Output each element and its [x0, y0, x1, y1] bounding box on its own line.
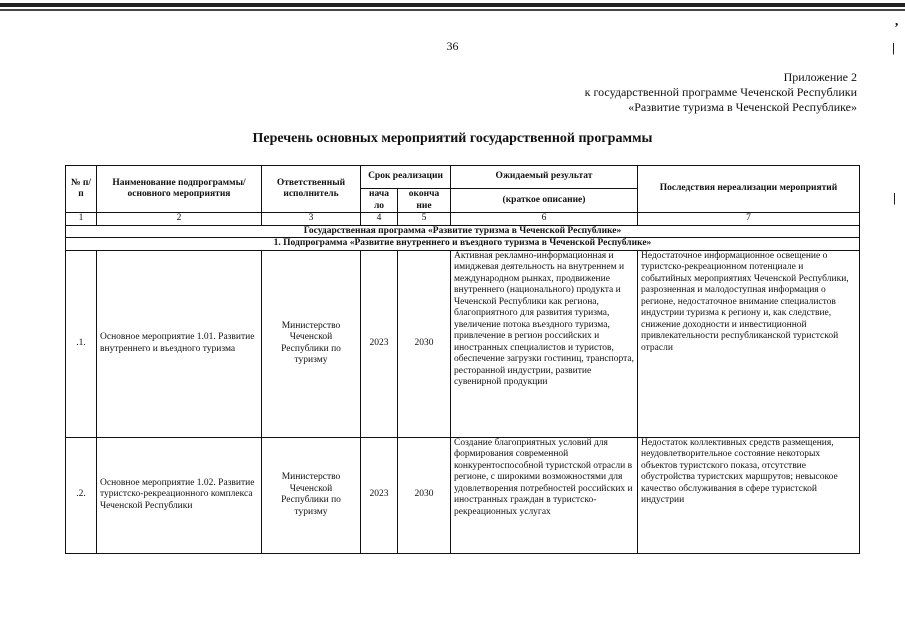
- appendix-line: «Развитие туризма в Чеченской Республике»: [628, 100, 857, 114]
- row-start: 2023: [361, 437, 398, 553]
- scan-edge-mark: |: [892, 40, 895, 55]
- header-end: оконча ние: [398, 189, 451, 213]
- subprogram-title: 1. Подпрограмма «Развитие внутреннего и въездного туризма в Чеченской Республике»: [66, 238, 860, 251]
- row-result: Активная рекламно-информационная и имиджевая деятельность на внутреннем и международном рынках, продвижение внутреннего (национального) продукта и Чеченской Республики как региона, благоприятного для развития туризма, увеличение потока въездного туризма, привлечение в регион российских и иностранных специалистов и туристов, обеспечение загрузки гостиниц, транспорта, ресторанной индустрии, развитие сувенирной продукции: [451, 250, 638, 437]
- column-number: 5: [398, 213, 451, 226]
- header-row: [66, 166, 860, 189]
- scan-edge-mark: |: [893, 190, 896, 205]
- table-row: [66, 437, 860, 553]
- document-title: Перечень основных мероприятий государственной программы: [252, 131, 653, 146]
- header-consequences: Последствия нереализации мероприятий: [638, 166, 860, 213]
- row-name: Основное мероприятие 1.02. Развитие туристско-рекреационного комплекса Чеченской Республики: [97, 437, 262, 553]
- row-start: 2023: [361, 250, 398, 437]
- row-consequences: Недостаток коллективных средств размещения, неудовлетворительное состояние некоторых объектов туристского показа, отсутствие обустройства туристских маршрутов; невысокое качество обслуживания в сфере туристской индустрии: [638, 437, 860, 553]
- table-row: [66, 250, 860, 437]
- scan-top-edge: [0, 0, 905, 15]
- row-name: Основное мероприятие 1.01. Развитие внутреннего и въездного туризма: [97, 250, 262, 437]
- header-start: нача ло: [361, 189, 398, 213]
- program-title: Государственная программа «Развитие туризма в Чеченской Республике»: [66, 225, 860, 238]
- column-number: 1: [66, 213, 97, 226]
- appendix-line: к государственной программе Чеченской Республики: [584, 85, 857, 99]
- column-number: 7: [638, 213, 860, 226]
- header-result-sub: (краткое описание): [451, 189, 638, 213]
- column-number: 2: [97, 213, 262, 226]
- column-number: 4: [361, 213, 398, 226]
- row-num: .2.: [66, 437, 97, 553]
- row-consequences: Недостаточное информационное освещение о туристско-рекреационном потенциале и событийных мероприятиях Чеченской Республики, разрозненная и малодоступная информация о регионе, недостаточное внимание специалистов индустрии туризма к региону и, как следствие, снижение доходности и инвестиционной привлекательности республиканской туристской отрасли: [638, 250, 860, 437]
- row-executor: Министерство Чеченской Республики по туризму: [262, 437, 361, 553]
- column-number: 6: [451, 213, 638, 226]
- page-number: 36: [446, 39, 459, 53]
- header-term: Срок реализации: [361, 166, 451, 189]
- appendix-caption: [585, 70, 857, 115]
- subprogram-row: [66, 238, 860, 251]
- header-executor: Ответственный исполнитель: [262, 166, 361, 213]
- scan-edge-mark: ,: [895, 13, 899, 28]
- header-name: Наименование подпрограммы/ основного мероприятия: [97, 166, 262, 213]
- column-number: 3: [262, 213, 361, 226]
- appendix-line: Приложение 2: [783, 70, 857, 84]
- header-result: Ожидаемый результат: [451, 166, 638, 189]
- activities-table: [65, 165, 860, 554]
- header-num: № п/п: [66, 166, 97, 213]
- row-end: 2030: [398, 437, 451, 553]
- row-executor: Министерство Чеченской Республики по туризму: [262, 250, 361, 437]
- row-num: .1.: [66, 250, 97, 437]
- program-row: [66, 225, 860, 238]
- row-end: 2030: [398, 250, 451, 437]
- column-numbers-row: [66, 213, 860, 226]
- row-result: Создание благоприятных условий для формирования современной конкурентоспособной туристской отрасли в регионе, с широкими возможностями для удовлетворения потребностей российских и иностранных граждан в туристско-рекреационных услугах: [451, 437, 638, 553]
